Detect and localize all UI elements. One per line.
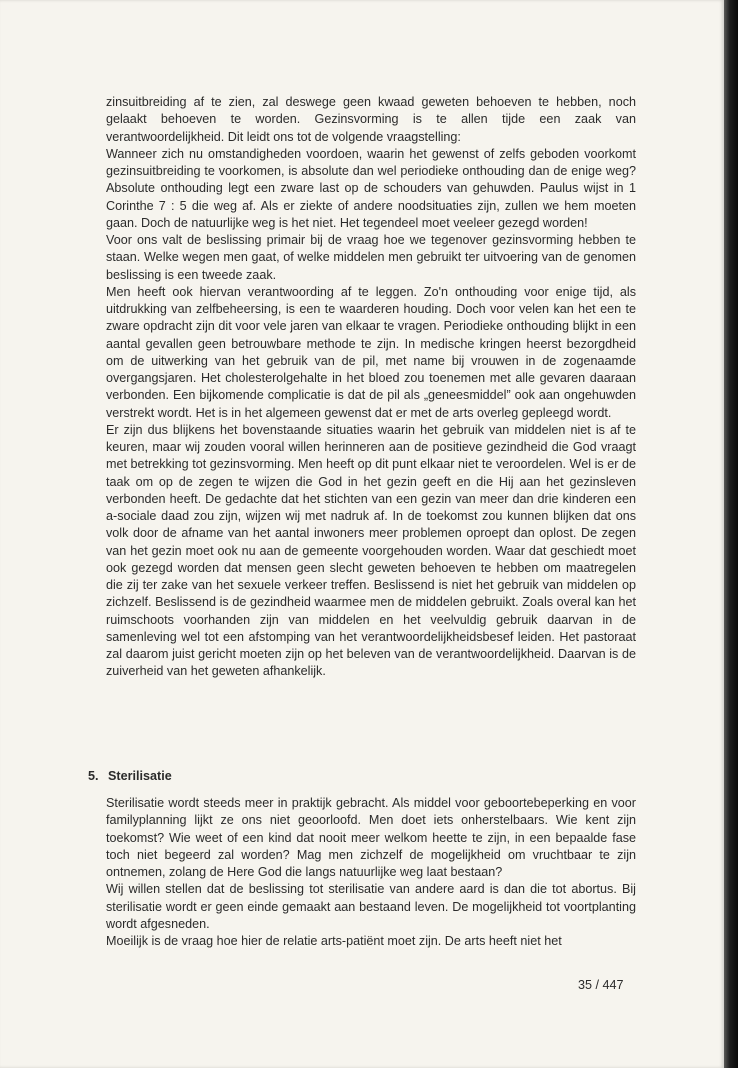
section-title: Sterilisatie [108,769,172,783]
paragraph: Moeilijk is de vraag hoe hier de relatie arts-patiënt moet zijn. De arts heeft niet het [106,934,562,948]
body-text-top [106,94,636,681]
section-number: 5. [88,769,99,783]
paragraph: Wij willen stellen dat de beslissing tot sterilisatie van andere aard is dan die tot abortus. Bij sterilisatie wordt er geen einde gemaakt aan bestaand leven. De mogelijkheid tot voortplanting wordt afgesneden. [106,882,636,931]
page-number: 35 / 447 [578,978,624,992]
section-heading [88,769,178,783]
paragraph: Wanneer zich nu omstandigheden voordoen, waarin het gewenst of zelfs geboden voorkomt gezinsuitbreiding te voorkomen, is absolute dan wel periodieke onthouding dan de enige weg? Absolute onthouding legt een zware last op de schouders van gehuwden. Paulus wijst in 1 Corinthe 7 : 5 die weg af. Als er ziekte of andere noodsituaties zijn, zullen we hem moeten gaan. Doch de natuurlijke weg is het niet. Het tegendeel moet veeleer gezegd worden! [106,146,636,230]
paragraph: Men heeft ook hiervan verantwoording af te leggen. Zo'n onthouding voor enige tijd, als uitdrukking van zelfbeheersing, is een te waarderen houding. Doch voor velen kan het een te zware opdracht zijn dit voor vele jaren van elkaar te vragen. Periodieke onthouding blijkt in een aantal gevallen geen betrouwbare methode te zijn. In medische kringen heerst bezorgdheid om de uitwerking van het gebruik van de pil, met name bij vrouwen in de zogenaamde overgangsjaren. Het cholesterolgehalte in het bloed zou toenemen met alle gevaren daaraan verbonden. Een bijkomende complicatie is dat de pil als „geneesmiddel” ook aan ongehuwden verstrekt wordt. Het is in het algemeen gewenst dat er met de arts overleg gepleegd wordt. [106,284,636,420]
page-edge-shadow [724,0,738,1068]
paragraph: Sterilisatie wordt steeds meer in praktijk gebracht. Als middel voor geboortebeperking en voor familyplanning lijkt ze ons niet geoorloofd. Men doet iets onherstelbaars. Wie kent zijn toekomst? Wie weet of een kind dat nooit meer welkom heette te zijn, in een bepaalde fase toch niet begeerd zal worden? Mag men zichzelf de mogelijkheid om vruchtbaar te zijn ontnemen, zolang de Here God die langs natuurlijke weg laat bestaan? [106,796,636,879]
paragraph: Voor ons valt de beslissing primair bij de vraag hoe we tegenover gezinsvorming hebben te staan. Welke wegen men gaat, of welke middelen men gebruikt ter uitvoering van de genomen beslissing is een tweede zaak. [106,233,636,282]
paragraph: Er zijn dus blijkens het bovenstaande situaties waarin het gebruik van middelen niet is af te keuren, maar wij zouden vooral willen herinneren aan de positieve gezindheid die God vraagt met betrekking tot gezinsvorming. Men heeft op dit punt elkaar niet te veroordelen. Wel is er de taak om op de zegen te wijzen die God in het gezin geeft en die Hij aan het gezinsleven verbonden heeft. De gedachte dat het stichten van een gezin van meer dan drie kinderen een a-sociale daad zou zijn, wijzen wij met nadruk af. In de toekomst zou kunnen blijken dat ons volk door de afname van het aantal inwoners meer problemen oproept dan oplost. De zegen van het gezin moet ook nu aan de gemeente voorgehouden worden. Waar dat geschiedt moet ook gezegd worden dat mensen geen slecht geweten behoeven te hebben om maatregelen die zij ter zake van het sexuele verkeer treffen. Beslissend is niet het gebruik van middelen op zichzelf. Beslissend is de gezindheid waarmee men de middelen gebruikt. Zoals overal kan het ruimschoots voorhanden zijn van middelen en het veelvuldig gebruik daarvan in de samenleving wel tot een afstomping van het verantwoordelijkheidsbesef leiden. Het pastoraat zal daarom juist gericht moeten zijn op het beleven van de verantwoordelijkheid. Daarvan is de zuiverheid van het geweten afhankelijk. [106,422,636,679]
body-text-bottom [106,795,636,950]
paragraph: zinsuitbreiding af te zien, zal deswege geen kwaad geweten behoeven te hebben, noch gelaakt behoeven te worden. Gezinsvorming is te allen tijde een zaak van verantwoordelijkheid. Dit leidt ons tot de volgende vraagstelling: [106,95,636,144]
